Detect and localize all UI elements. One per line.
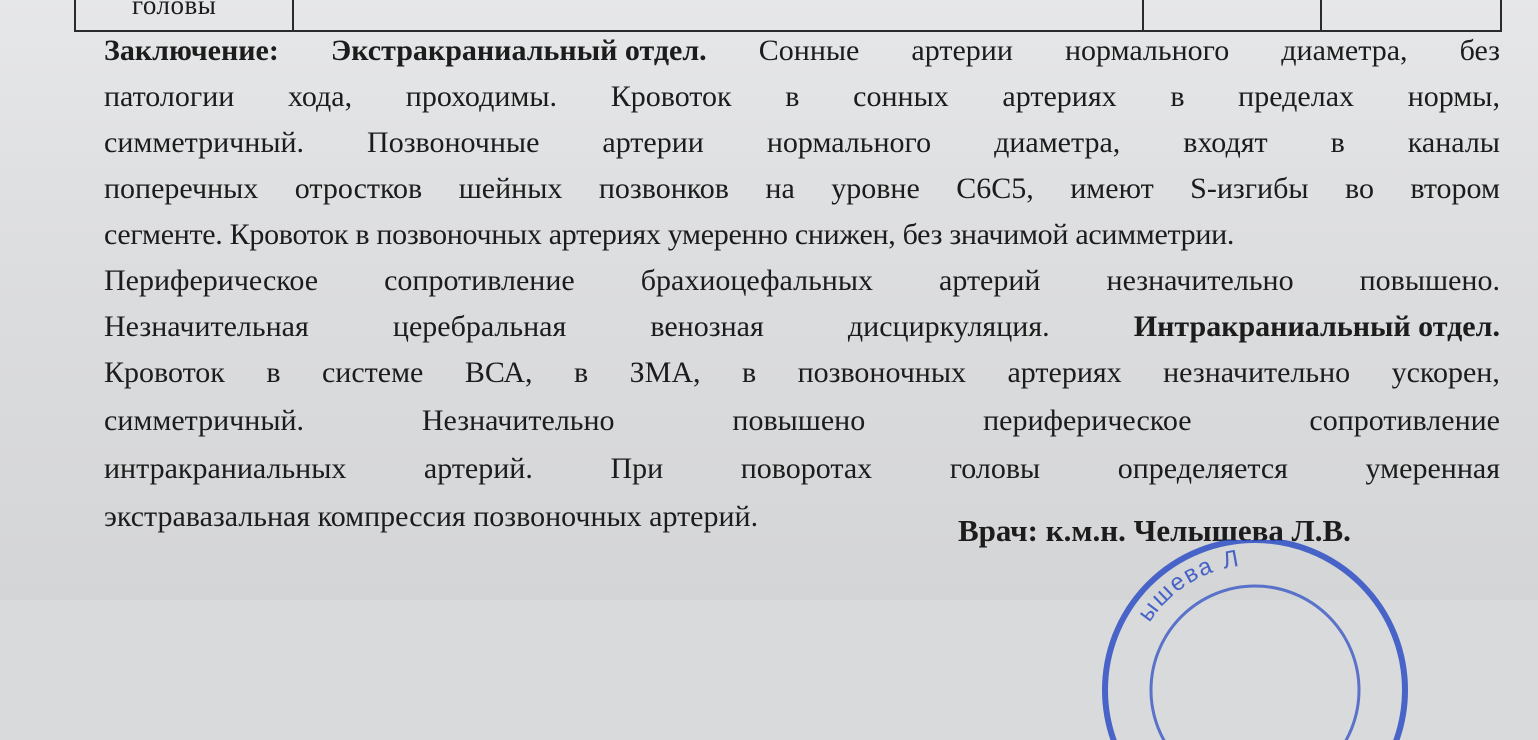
- word: определяется: [1117, 452, 1288, 485]
- word: сонных: [853, 80, 949, 113]
- conclusion-line-8: [104, 356, 1500, 390]
- word: в: [1170, 80, 1185, 113]
- word: в: [266, 356, 281, 389]
- table-cell-text: головы: [132, 0, 217, 20]
- table-divider: [1142, 0, 1144, 30]
- word: симметричный.: [104, 404, 305, 437]
- conclusion-line-2: [104, 80, 1500, 114]
- word: на: [765, 172, 795, 205]
- word: ускорен,: [1391, 356, 1500, 389]
- word: втором: [1410, 172, 1500, 205]
- word: во: [1344, 172, 1374, 205]
- conclusion-line-7: [104, 310, 1500, 344]
- word: поворотах: [740, 452, 873, 485]
- word: системе: [321, 356, 424, 389]
- word: уровне: [831, 172, 920, 205]
- conclusion-line-3: [104, 126, 1500, 160]
- word: диаметра,: [994, 126, 1121, 159]
- word: Незначительно: [421, 404, 615, 437]
- conclusion-line-4: [104, 172, 1500, 206]
- word: артерий.: [423, 452, 533, 485]
- word: нормального: [766, 126, 932, 159]
- official-stamp: [1090, 540, 1420, 740]
- word: артерий: [939, 264, 1041, 297]
- word: Периферическое: [104, 264, 319, 297]
- word: нормального: [1064, 34, 1230, 67]
- word: позвоночных: [797, 356, 967, 389]
- conclusion-line-10: [104, 452, 1500, 486]
- word: нормы,: [1407, 80, 1500, 113]
- word: без: [1459, 34, 1500, 67]
- extracranial-heading: Экстракраниальный отдел.: [330, 34, 707, 67]
- conclusion-line-11: экстравазальная компрессия позвоночных артерий.: [104, 500, 759, 533]
- stamp-inner-ring: [1151, 586, 1359, 740]
- word: диаметра,: [1281, 34, 1408, 67]
- conclusion-line-6: [104, 264, 1500, 298]
- table-divider: [1320, 0, 1322, 30]
- word: артерии: [602, 126, 704, 159]
- table-divider: [292, 0, 294, 30]
- word: Кровоток: [104, 356, 225, 389]
- word: Позвоночные: [367, 126, 540, 159]
- word: незначительно: [1106, 264, 1294, 297]
- word: поперечных: [104, 172, 259, 205]
- word: в: [741, 356, 757, 389]
- word: дисциркуляция.: [847, 310, 1050, 343]
- conclusion-line-1: [104, 34, 1500, 68]
- word: интракраниальных: [104, 452, 347, 485]
- doctor-signature: Врач: к.м.н. Челышева Л.В.: [958, 513, 1351, 548]
- stamp-outer-ring: [1105, 540, 1405, 740]
- table-fragment: [74, 0, 1502, 32]
- conclusion-label: Заключение:: [104, 34, 279, 67]
- word: головы: [949, 452, 1041, 485]
- word: церебральная: [392, 310, 567, 343]
- word: в: [1330, 126, 1345, 159]
- word: хода,: [288, 80, 353, 113]
- word: артерии: [911, 34, 1013, 67]
- word: патологии: [104, 80, 235, 113]
- intracranial-heading: Интракраниальный отдел.: [1133, 310, 1500, 343]
- conclusion-line-9: [104, 404, 1500, 438]
- stamp-text: ышева Л: [1132, 544, 1243, 627]
- word: Кровоток: [610, 80, 732, 113]
- word: Сонные: [758, 34, 860, 67]
- word: брахиоцефальных: [640, 264, 873, 297]
- word: входят: [1183, 126, 1268, 159]
- word: в: [573, 356, 589, 389]
- word: отростков: [294, 172, 423, 205]
- word: периферическое: [983, 404, 1192, 437]
- word: имеют: [1070, 172, 1154, 205]
- word: незначительно: [1163, 356, 1351, 389]
- word: При: [610, 452, 664, 485]
- word: S-изгибы: [1190, 172, 1309, 205]
- word: ВСА,: [464, 356, 533, 389]
- word: в: [785, 80, 800, 113]
- word: шейных: [458, 172, 563, 205]
- word: пределах: [1238, 80, 1355, 113]
- word: ЗМА,: [629, 356, 701, 389]
- word: С6С5,: [956, 172, 1034, 205]
- word: артериях: [1007, 356, 1122, 389]
- word: Незначительная: [104, 310, 309, 343]
- word: каналы: [1407, 126, 1500, 159]
- word: венозная: [650, 310, 764, 343]
- word: повышено: [732, 404, 866, 437]
- word: сопротивление: [384, 264, 575, 297]
- conclusion-line-5: сегменте. Кровоток в позвоночных артериях умеренно снижен, без значимой асимметрии.: [104, 218, 1235, 251]
- word: симметричный.: [104, 126, 305, 159]
- word: позвонков: [598, 172, 729, 205]
- word: артериях: [1002, 80, 1117, 113]
- word: умеренная: [1365, 452, 1500, 485]
- word: повышено.: [1359, 264, 1500, 297]
- word: проходимы.: [405, 80, 558, 113]
- word: сопротивление: [1309, 404, 1500, 437]
